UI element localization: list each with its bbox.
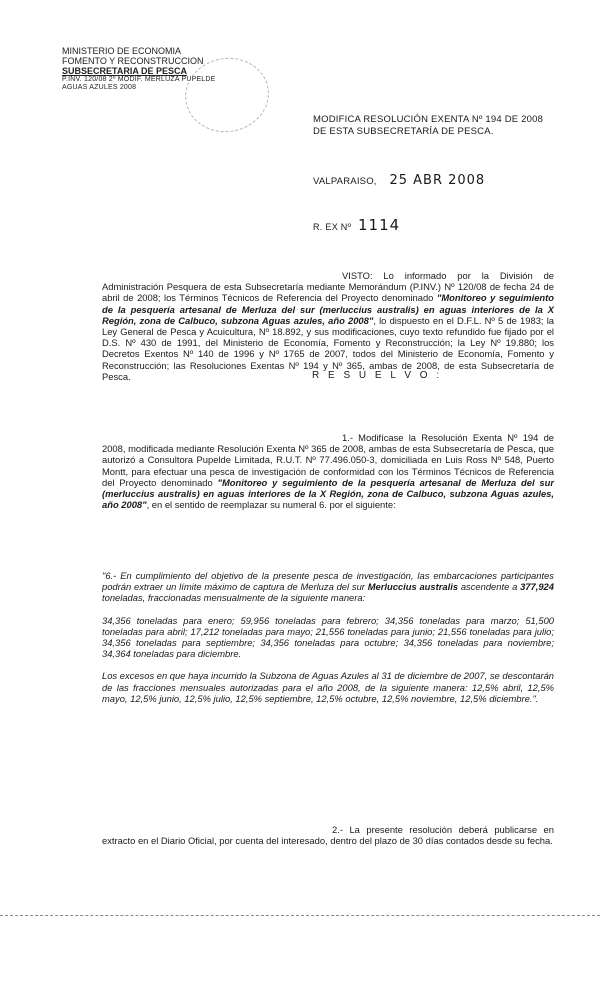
- visto-text-2: , lo dispuesto en el D.F.L. Nº 5 de 1983; la Ley General de Pesca y Acuicultura, Nº 18.892, y sus modificaciones, cuyo texto refundido fue fijado por el D.S. Nº 430 de 1991, del Ministerio de Economía, Fomento y Reconstrucción; la Ley Nº 19.880; los Decretos Exentos Nº 140 de 1996 y Nº 1765 de 2007, todos del Ministerio de Economía, Fomento y Reconstrucción; las Resoluciones Exentas Nº 194 y Nº 365, ambas de 2008, de esta Subsecretaría de Pesca.: [102, 314, 555, 382]
- visto-paragraph: [102, 270, 554, 382]
- resolution-number-line: [313, 216, 400, 234]
- species-name: Merluccius australis: [367, 581, 459, 593]
- city: VALPARAISO,: [313, 176, 377, 187]
- visto-text: VISTO: Lo informado por la División de Administración Pesquera de esta Subsecretaría mediante Memorándum (P.INV.) Nº 120/08 de fecha 24 de abril de 2008; los Términos Técnicos de Referencia del Proyecto denominado: [102, 270, 554, 304]
- point-1-text-2: , en el sentido de reemplazar su numeral 6. por el siguiente:: [146, 499, 396, 511]
- resolution-subject: MODIFICA RESOLUCIÓN EXENTA Nº 194 DE 2008 DE ESTA SUBSECRETARÍA DE PESCA.: [313, 114, 544, 137]
- quote-text: "6.- En cumplimiento del objetivo de la presente pesca de investigación, las embarcaciones participantes podrán extraer un límite máximo de captura de Merluza del sur: [102, 570, 554, 593]
- ministry-subtitle: FOMENTO Y RECONSTRUCCION: [62, 56, 204, 66]
- total-catch: 377,924: [520, 581, 554, 593]
- date-line: [313, 173, 485, 188]
- page-fold-line: [0, 915, 600, 916]
- subsecretary-name: SUBSECRETARIA DE PESCA: [62, 66, 188, 76]
- project-title: "Monitoreo y seguimiento de la pesquería artesanal de Merluza del sur (merluccius australis) en aguas interiores de la X Región, zona de Calbuco, subzona Aguas azules, año 2008": [102, 292, 554, 326]
- file-reference-1: P.INV. 120/08 2º MODIF. MERLUZA PUPELDE: [62, 76, 216, 83]
- quote-text-2: ascendente a: [458, 581, 521, 593]
- numeral-6-quote: [102, 570, 554, 715]
- point-1-paragraph: [102, 432, 554, 510]
- resolution-number: 1114: [358, 216, 401, 234]
- resolution-label: R. EX Nº: [313, 222, 352, 232]
- stamped-date: 25 ABR 2008: [389, 173, 486, 188]
- point-1-project-title: "Monitoreo y seguimiento de la pesquería artesanal de Merluza del sur (merluccius australis) en aguas interiores de la X Región, zona de Calbuco, subzona Aguas azules, año 2008": [102, 476, 554, 511]
- point-1-text: 1.- Modifícase la Resolución Exenta Nº 194 de 2008, modificada mediante Resolución Exenta Nº 365 de 2008, ambas de esta Subsecretaría de Pesca, que autorizó a Consultora Pupelde Limitada, R.U.T. Nº 77.496.050-3, domiciliada en Luis Ross Nº 548, Puerto Montt, para efectuar una pesca de investigación de conformidad con los Términos Técnicos de Referencia del Proyecto denominado: [102, 432, 554, 488]
- file-reference-2: AGUAS AZULES 2008: [62, 84, 137, 91]
- quote-paragraph-2: 34,356 toneladas para enero; 59,956 toneladas para febrero; 34,356 toneladas para marzo; 51,500 toneladas para abril; 17,212 toneladas para mayo; 21,556 toneladas para junio; 21,556 toneladas para julio; 34,356 toneladas para septiembre; 34,356 toneladas para octubre; 34,356 toneladas para noviembre; 34,364 toneladas para diciembre.: [102, 614, 554, 660]
- point-2-paragraph: 2.- La presente resolución deberá publicarse en extracto en el Diario Oficial, por cuenta del interesado, dentro del plazo de 30 días contados desde su fecha.: [102, 824, 554, 847]
- quote-text-3: toneladas, fraccionadas mensualmente de la siguiente manera:: [102, 592, 366, 604]
- resuelvo-heading: R E S U E L V O :: [312, 370, 443, 381]
- ministry-name: MINISTERIO DE ECONOMIA: [62, 46, 182, 56]
- quote-paragraph-1: [102, 570, 554, 604]
- quote-paragraph-3: Los excesos en que haya incurrido la Subzona de Aguas Azules al 31 de diciembre de 2007, se descontarán de las fracciones mensuales autorizadas para el año 2008, de la siguiente manera: 12,5% abril, 12,5% mayo, 12,5% junio, 12,5% julio, 12,5% septiembre, 12,5% octubre, 12,5% noviembre, 12,5% diciembre.".: [102, 670, 554, 704]
